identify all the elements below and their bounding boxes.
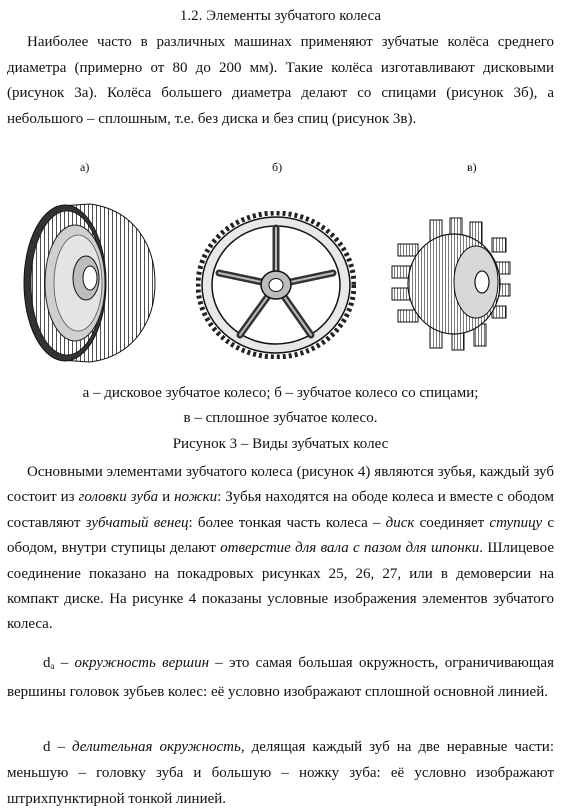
term-tooth-leg: ножки bbox=[174, 489, 218, 506]
symbol-d: d bbox=[43, 655, 51, 671]
spoked-gear-image bbox=[196, 211, 356, 359]
figure-label-b: б) bbox=[272, 160, 283, 174]
text-run: – это самая большая окружность, ограничивающая вершины головок зубьев колес: её условно изображают сплошной основной линией. bbox=[7, 655, 554, 700]
text-run: – bbox=[54, 655, 75, 671]
text-run: соединяет bbox=[414, 514, 490, 531]
pitch-circle-paragraph bbox=[7, 734, 554, 812]
intro-paragraph: Наиболее часто в различных машинах применяют зубчатые колёса среднего диаметра (примерно от 80 до 200 мм). Такие колёса изготавливают дисковыми (рисунок 3а). Колёса большего диаметра делают со спицами (рисунок 3б), а небольшого – сплошным, т.е. без диска и без спиц (рисунок 3в). bbox=[7, 34, 554, 128]
figure-label-c: в) bbox=[467, 160, 477, 174]
term-shaft-hole: отверстие для вала с пазом для шпонки bbox=[220, 540, 480, 557]
term-disc: диск bbox=[385, 514, 415, 531]
section-title: 1.2. Элементы зубчатого колеса bbox=[179, 8, 382, 24]
text-run: Основными элементами зубчатого колеса (рисунок 4) являются зубья, каждый зуб состоит из bbox=[7, 464, 554, 506]
solid-gear-image bbox=[382, 214, 522, 354]
text-run: с ободом, внутри ступицы делают bbox=[7, 514, 554, 557]
text-run: , делящая каждый зуб на две неравные части: меньшую – головку зуба и большую – ножку зуба: её условно изображают штрихпунктирной тонкой линией. bbox=[7, 739, 555, 807]
disc-gear-image bbox=[20, 198, 170, 368]
figure-label-a: а) bbox=[80, 160, 90, 174]
figure-caption-line2: в – сплошное зубчатое колесо. bbox=[183, 410, 378, 426]
text-run: : Зубья находятся на ободе колеса и вместе с ободом составляют bbox=[7, 489, 554, 531]
symbol-d: d – bbox=[43, 739, 73, 755]
text-run: . Шлицевое соединение показано на покадровых рисунках 25, 26, 27, или в демоверсии на компакт диске. На рисунке 4 показаны условные изображения элементов зубчатого колеса. bbox=[7, 540, 554, 633]
text-run: : более тонкая часть колеса – bbox=[188, 514, 386, 531]
tip-circle-paragraph bbox=[7, 650, 554, 705]
text-run: и bbox=[158, 489, 175, 506]
term-tooth-head: головки зуба bbox=[78, 489, 159, 506]
symbol-subscript: a bbox=[50, 661, 55, 671]
figure-caption-line1: а – дисковое зубчатое колесо; б – зубчатое колесо со спицами; bbox=[82, 385, 479, 401]
figure-labels bbox=[0, 160, 561, 180]
term-gear-rim: зубчатый венец bbox=[85, 514, 189, 531]
figure-title: Рисунок 3 – Виды зубчатых колес bbox=[172, 436, 389, 452]
term-tip-circle: окружность вершин bbox=[74, 655, 210, 671]
term-hub: ступицу bbox=[489, 514, 543, 531]
elements-paragraph bbox=[7, 460, 554, 638]
term-pitch-circle: делительная окружность bbox=[72, 739, 241, 755]
